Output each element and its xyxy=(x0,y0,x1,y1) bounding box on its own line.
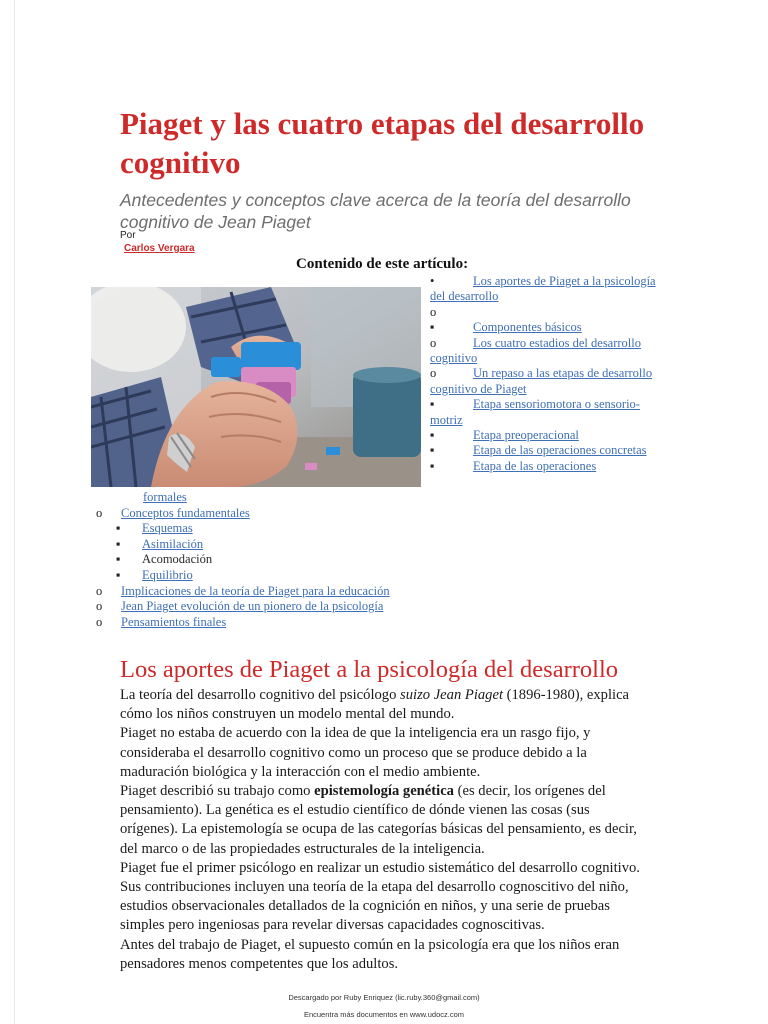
toc-bullet: ▪ xyxy=(430,397,435,412)
toc-bullet: o xyxy=(96,599,103,614)
toc-heading: Contenido de este artículo: xyxy=(296,256,469,272)
toc-bullet: o xyxy=(96,583,103,598)
toc-link[interactable]: Un repaso a las etapas de desarrollo cognitivo de Piaget xyxy=(430,366,653,396)
toc-link[interactable]: Equilibrio xyxy=(142,567,193,582)
toc-bullet: o xyxy=(96,505,103,520)
toc-left-column xyxy=(96,490,536,630)
toc-item[interactable] xyxy=(96,615,536,631)
toc-bullet: ▪ xyxy=(430,458,435,473)
more-documents-link[interactable]: Encuentra más documentos en www.udocz.com xyxy=(303,1010,465,1019)
bold-run: epistemología genética xyxy=(314,783,454,800)
paragraph: Antes del trabajo de Piaget, el supuesto común en la psicología era que los niños eran pensadores menos competentes que los adultos. xyxy=(120,936,620,972)
toc-item xyxy=(430,305,658,320)
toc-bullet: ▪ xyxy=(116,567,121,582)
toc-link[interactable]: Etapa de las operaciones xyxy=(473,458,597,473)
toc-link[interactable]: Conceptos fundamentales xyxy=(121,505,250,520)
toc-item[interactable] xyxy=(430,320,658,335)
toc-item[interactable] xyxy=(96,584,536,600)
text-run: (es decir, los orígenes del pensamiento). La genética es el estudio científico de dónde vienen las cosas (sus orígenes). La epistemología se ocupa de las categorías básicas del pensamiento, es decir, del marco o de las propiedades estructurales de la inteligencia. xyxy=(120,783,637,857)
text-run: Piaget describió su trabajo como xyxy=(120,783,315,800)
text-run: La teoría del desarrollo cognitivo del psicólogo xyxy=(120,687,401,703)
article-title: Piaget y las cuatro etapas del desarrollo cognitivo xyxy=(120,106,645,180)
page-edge xyxy=(14,0,15,1024)
toc-item[interactable] xyxy=(96,537,536,553)
download-credit: Descargado por Ruby Enriquez (lic.ruby.360@gmail.com) xyxy=(288,993,480,1002)
toc-link[interactable]: Etapa sensoriomotora o sensorio-motriz xyxy=(430,397,640,427)
toc-link[interactable]: Etapa preoperacional xyxy=(473,428,579,443)
toc-bullet: o xyxy=(430,335,437,350)
toc-bullet: o xyxy=(430,304,437,319)
toc-continuation[interactable] xyxy=(96,490,536,506)
toc-link[interactable]: Pensamientos finales xyxy=(121,614,227,629)
toc-link[interactable]: Implicaciones de la teoría de Piaget para la educación xyxy=(121,583,390,598)
toc-link[interactable]: Los aportes de Piaget a la psicología del desarrollo xyxy=(430,274,656,304)
toc-item[interactable] xyxy=(430,366,658,397)
article-photo xyxy=(91,287,421,487)
toc-item[interactable] xyxy=(96,521,536,537)
toc-bullet: • xyxy=(430,274,435,288)
paragraph: Piaget fue el primer psicólogo en realizar un estudio sistemático del desarrollo cognitivo. xyxy=(120,859,640,876)
toc-item[interactable] xyxy=(96,506,536,522)
toc-item xyxy=(96,552,536,568)
toc-link[interactable]: Esquemas xyxy=(142,521,193,536)
toc-item[interactable] xyxy=(430,274,658,305)
toc-link[interactable]: Los cuatro estadios del desarrollo cognitivo xyxy=(430,335,642,366)
toc-item[interactable] xyxy=(430,336,658,367)
toc-bullet: ▪ xyxy=(430,443,435,458)
paragraph: Sus contribuciones incluyen una teoría de la etapa del desarrollo cognoscitivo del niño, estudios observacionales detallados de la cognición en niños, y una serie de pruebas simples pero ingeniosas para revelar diversas capacidades cognoscitivas. xyxy=(120,879,629,934)
toc-bullet: o xyxy=(430,366,437,381)
article-subtitle: Antecedentes y conceptos clave acerca de la teoría del desarrollo cognitivo de Jean Piaget xyxy=(120,190,631,232)
toc-right-column xyxy=(430,274,658,474)
toc-bullet: ▪ xyxy=(116,552,121,567)
toc-bullet: ▪ xyxy=(430,428,435,443)
toc-link[interactable]: Jean Piaget evolución de un pionero de la psicología xyxy=(121,599,384,614)
toc-item[interactable] xyxy=(430,397,658,428)
italic-run: suizo Jean Piaget xyxy=(400,687,503,703)
by-label: Por xyxy=(120,230,136,241)
toc-bullet: o xyxy=(96,614,103,629)
toc-link[interactable]: Asimilación xyxy=(142,536,204,551)
toc-item[interactable] xyxy=(430,443,658,458)
toc-bullet: ▪ xyxy=(430,320,435,335)
toc-link[interactable]: Componentes básicos xyxy=(473,320,582,335)
section-body xyxy=(120,686,646,974)
toc-item[interactable] xyxy=(430,428,658,443)
toc-link[interactable]: formales xyxy=(143,490,187,504)
text-run: (1896-1980), explica cómo los niños construyen un modelo mental del mundo. xyxy=(120,687,630,723)
toc-bullet: ▪ xyxy=(116,536,121,551)
toc-item[interactable] xyxy=(430,459,658,474)
hands-with-toy-blocks-image xyxy=(91,287,421,487)
author-link[interactable]: Carlos Vergara xyxy=(124,243,195,254)
toc-bullet: ▪ xyxy=(116,521,121,536)
toc-text: Acomodación xyxy=(142,552,213,567)
toc-item[interactable] xyxy=(96,568,536,584)
paragraph xyxy=(120,686,646,724)
toc-link[interactable]: Etapa de las operaciones concretas xyxy=(473,443,647,458)
section-heading: Los aportes de Piaget a la psicología del desarrollo xyxy=(120,656,619,683)
toc-item[interactable] xyxy=(96,599,536,615)
paragraph xyxy=(120,782,646,859)
paragraph: Piaget no estaba de acuerdo con la idea de que la inteligencia era un rasgo fijo, y consideraba el desarrollo cognitivo como un proceso que se produce debido a la maduración biológica y la interacción con el medio ambiente. xyxy=(120,725,591,780)
